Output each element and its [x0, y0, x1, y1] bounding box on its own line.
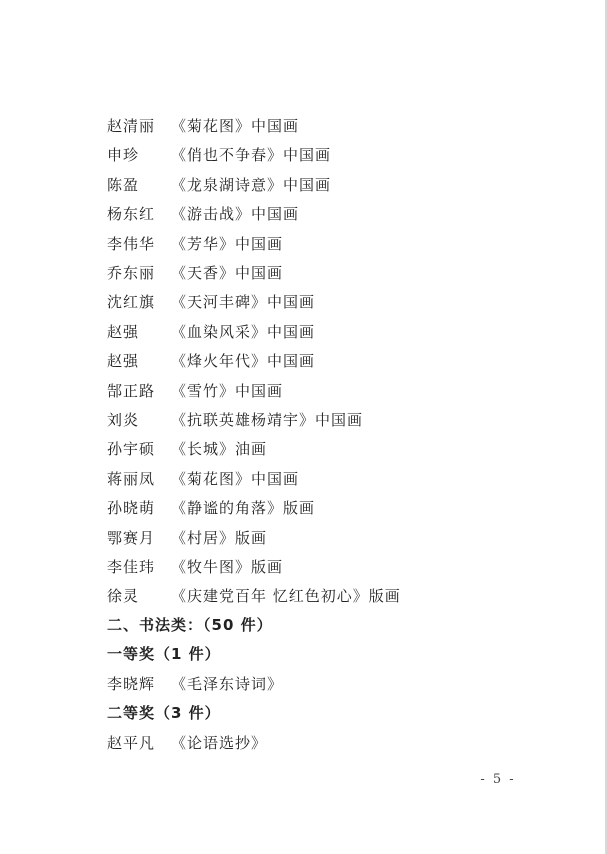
award-entry: [107, 468, 299, 490]
entry-work: 《菊花图》中国画: [171, 117, 300, 135]
entry-name: 李伟华: [107, 235, 156, 253]
entry-work: 《血染风采》中国画: [171, 323, 316, 341]
page-number: - 5 -: [480, 772, 516, 787]
entry-work: 《庆建党百年 忆红色初心》版画: [171, 587, 401, 605]
entry-name: 乔东丽: [107, 264, 156, 282]
entry-work: 《天香》中国画: [171, 264, 284, 282]
entry-work: 《天河丰碑》中国画: [171, 293, 316, 311]
entry-work: 《静谧的角落》版画: [171, 499, 316, 517]
award-entry: [107, 673, 283, 695]
entry-name: 陈盈: [107, 176, 140, 194]
award-entry: [107, 262, 283, 284]
entry-name: 蒋丽凤: [107, 470, 156, 488]
award-entry: [107, 233, 283, 255]
entry-name: 郜正路: [107, 382, 156, 400]
entry-name: 孙晓萌: [107, 499, 156, 517]
first-prize-heading: 一等奖（1 件）: [107, 645, 221, 663]
award-entry: [107, 438, 267, 460]
award-entry: [107, 350, 315, 372]
entry-name: 孙宇硕: [107, 440, 156, 458]
entry-name: 赵强: [107, 352, 140, 370]
award-entry: [107, 203, 299, 225]
entry-name: 杨东红: [107, 205, 156, 223]
entry-work: 《游击战》中国画: [171, 205, 300, 223]
entry-work: 《龙泉湖诗意》中国画: [171, 176, 332, 194]
second-prize-heading: 二等奖（3 件）: [107, 704, 221, 722]
award-entry: [107, 115, 299, 137]
entry-work: 《村居》版画: [171, 529, 268, 547]
award-entry: [107, 585, 401, 607]
entry-name: 沈红旗: [107, 293, 156, 311]
award-entry: [107, 527, 267, 549]
calligraphy-section-heading: 二、书法类：（50 件）: [107, 616, 273, 634]
entry-name: 李晓辉: [107, 675, 156, 693]
entry-name: 赵平凡: [107, 734, 156, 752]
award-entry: [107, 732, 267, 754]
award-entry: [107, 497, 315, 519]
entry-work: 《俏也不争春》中国画: [171, 146, 332, 164]
award-entry: [107, 380, 283, 402]
entry-work: 《长城》油画: [171, 440, 268, 458]
entry-name: 李佳玮: [107, 558, 156, 576]
entry-name: 刘炎: [107, 411, 140, 429]
award-entry: [107, 291, 315, 313]
entry-work: 《抗联英雄杨靖宇》中国画: [171, 411, 364, 429]
entry-name: 申珍: [107, 146, 140, 164]
award-entry: [107, 321, 315, 343]
entry-name: 赵强: [107, 323, 140, 341]
entry-work: 《芳华》中国画: [171, 235, 284, 253]
entry-work: 《雪竹》中国画: [171, 382, 284, 400]
entry-work: 《烽火年代》中国画: [171, 352, 316, 370]
award-entry: [107, 144, 331, 166]
entry-work: 《毛泽东诗词》: [171, 675, 284, 693]
entry-work: 《牧牛图》版画: [171, 558, 284, 576]
entry-work: 《菊花图》中国画: [171, 470, 300, 488]
entry-name: 徐灵: [107, 587, 140, 605]
award-entry: [107, 556, 283, 578]
award-entry: [107, 174, 331, 196]
entry-name: 赵清丽: [107, 117, 156, 135]
award-entry: [107, 409, 363, 431]
entry-name: 鄂赛月: [107, 529, 156, 547]
entry-work: 《论语选抄》: [171, 734, 268, 752]
